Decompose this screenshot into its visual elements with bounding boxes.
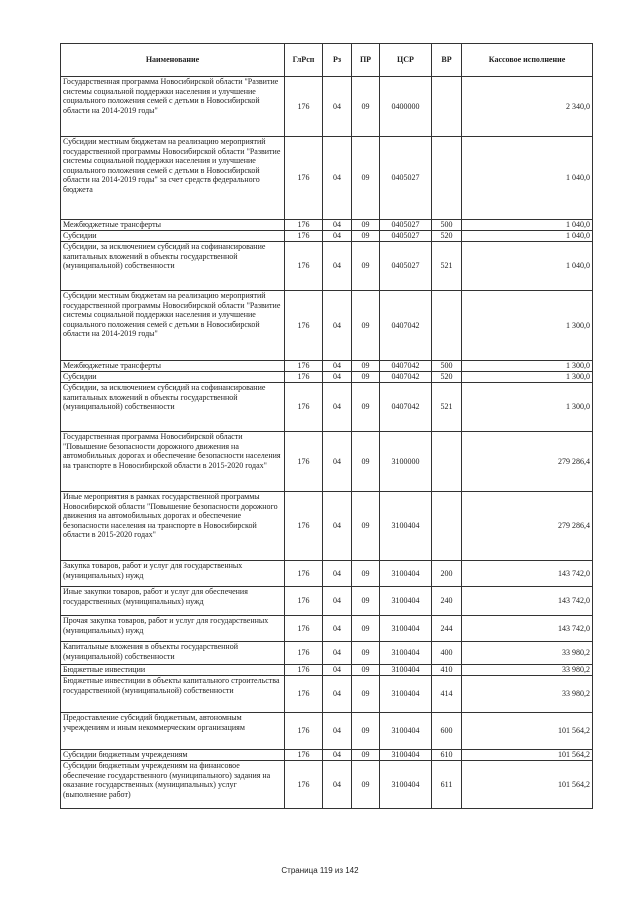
row-pr: 09 [352, 587, 380, 616]
row-vr: 521 [432, 242, 462, 291]
row-rz: 04 [323, 665, 352, 676]
row-pr: 09 [352, 665, 380, 676]
table-row [61, 372, 593, 383]
row-glrsp: 176 [285, 220, 323, 231]
table-row [61, 713, 593, 750]
table-row [61, 561, 593, 587]
row-rz: 04 [323, 372, 352, 383]
row-csr: 3100404 [380, 561, 432, 587]
row-pr: 09 [352, 242, 380, 291]
row-amount: 143 742,0 [462, 561, 593, 587]
table-row [61, 616, 593, 642]
row-pr: 09 [352, 642, 380, 665]
row-amount: 279 286,4 [462, 492, 593, 561]
row-vr: 520 [432, 372, 462, 383]
row-name: Иные мероприятия в рамках государственной программы Новосибирской области "Повышение безопасности дорожного движения на автомобильных дорогах и обеспечение безопасности населения на транспорте в Новосибирской области в 2015-2020 годах" [61, 492, 285, 561]
row-glrsp: 176 [285, 492, 323, 561]
row-amount: 1 040,0 [462, 137, 593, 220]
row-csr: 0405027 [380, 242, 432, 291]
row-glrsp: 176 [285, 361, 323, 372]
row-csr: 3100404 [380, 676, 432, 713]
row-pr: 09 [352, 231, 380, 242]
row-name: Субсидии местным бюджетам на реализацию мероприятий государственной программы Новосибирской области "Развитие системы социальной поддержки населения и улучшение социального положения семей с детьми в Новосибирской области на 2014-2019 годы" [61, 291, 285, 361]
row-glrsp: 176 [285, 561, 323, 587]
row-rz: 04 [323, 642, 352, 665]
row-pr: 09 [352, 676, 380, 713]
row-rz: 04 [323, 361, 352, 372]
row-csr: 0400000 [380, 77, 432, 137]
row-glrsp: 176 [285, 242, 323, 291]
row-rz: 04 [323, 750, 352, 761]
row-name: Иные закупки товаров, работ и услуг для обеспечения государственных (муниципальных) нужд [61, 587, 285, 616]
row-pr: 09 [352, 77, 380, 137]
row-name: Субсидии [61, 231, 285, 242]
row-csr: 3100404 [380, 665, 432, 676]
table-row [61, 642, 593, 665]
header-amount: Кассовое исполнение [462, 44, 593, 77]
row-rz: 04 [323, 432, 352, 492]
row-vr [432, 291, 462, 361]
row-csr: 3100404 [380, 616, 432, 642]
row-amount: 101 564,2 [462, 713, 593, 750]
row-pr: 09 [352, 372, 380, 383]
row-pr: 09 [352, 713, 380, 750]
row-vr [432, 432, 462, 492]
row-name: Государственная программа Новосибирской области "Повышение безопасности дорожного движения на автомобильных дорогах и обеспечение безопасности населения на транспорте в Новосибирской области в 2015-2020 годах" [61, 432, 285, 492]
row-glrsp: 176 [285, 383, 323, 432]
table-row [61, 587, 593, 616]
header-rz: Рз [323, 44, 352, 77]
row-name: Субсидии [61, 372, 285, 383]
row-glrsp: 176 [285, 665, 323, 676]
row-glrsp: 176 [285, 291, 323, 361]
row-csr: 0407042 [380, 361, 432, 372]
row-amount: 33 980,2 [462, 642, 593, 665]
row-vr: 500 [432, 361, 462, 372]
row-csr: 0407042 [380, 383, 432, 432]
row-csr: 3100404 [380, 713, 432, 750]
row-vr: 610 [432, 750, 462, 761]
row-amount: 101 564,2 [462, 761, 593, 809]
table-row [61, 242, 593, 291]
row-rz: 04 [323, 616, 352, 642]
row-csr: 3100404 [380, 761, 432, 809]
row-rz: 04 [323, 761, 352, 809]
row-name: Бюджетные инвестиции в объекты капитального строительства государственной (муниципальной) собственности [61, 676, 285, 713]
row-name: Межбюджетные трансферты [61, 220, 285, 231]
row-glrsp: 176 [285, 587, 323, 616]
row-glrsp: 176 [285, 750, 323, 761]
row-pr: 09 [352, 220, 380, 231]
row-pr: 09 [352, 383, 380, 432]
row-amount: 1 300,0 [462, 291, 593, 361]
row-name: Прочая закупка товаров, работ и услуг для государственных (муниципальных) нужд [61, 616, 285, 642]
row-rz: 04 [323, 587, 352, 616]
row-rz: 04 [323, 77, 352, 137]
row-pr: 09 [352, 761, 380, 809]
row-pr: 09 [352, 492, 380, 561]
table-row [61, 750, 593, 761]
row-pr: 09 [352, 432, 380, 492]
row-csr: 0405027 [380, 231, 432, 242]
row-rz: 04 [323, 676, 352, 713]
row-name: Субсидии бюджетным учреждениям [61, 750, 285, 761]
row-amount: 279 286,4 [462, 432, 593, 492]
row-pr: 09 [352, 750, 380, 761]
row-name: Капитальные вложения в объекты государственной (муниципальной) собственности [61, 642, 285, 665]
row-vr: 520 [432, 231, 462, 242]
header-vr: ВР [432, 44, 462, 77]
page-number: Страница 119 из 142 [281, 866, 359, 875]
row-vr [432, 137, 462, 220]
row-csr: 3100404 [380, 492, 432, 561]
row-glrsp: 176 [285, 372, 323, 383]
table-row [61, 492, 593, 561]
header-pr: ПР [352, 44, 380, 77]
row-glrsp: 176 [285, 676, 323, 713]
row-name: Закупка товаров, работ и услуг для государственных (муниципальных) нужд [61, 561, 285, 587]
row-name: Бюджетные инвестиции [61, 665, 285, 676]
row-pr: 09 [352, 291, 380, 361]
row-pr: 09 [352, 137, 380, 220]
table-row [61, 665, 593, 676]
row-name: Государственная программа Новосибирской области "Развитие системы социальной поддержки населения и улучшение социального положения семей с детьми в Новосибирской области на 2014-2019 годы" [61, 77, 285, 137]
row-csr: 0407042 [380, 372, 432, 383]
row-vr: 500 [432, 220, 462, 231]
row-amount: 1 300,0 [462, 372, 593, 383]
row-name: Субсидии, за исключением субсидий на софинансирование капитальных вложений в объекты государственной (муниципальной) собственности [61, 383, 285, 432]
row-csr: 3100404 [380, 642, 432, 665]
row-rz: 04 [323, 713, 352, 750]
row-amount: 33 980,2 [462, 676, 593, 713]
row-rz: 04 [323, 291, 352, 361]
row-pr: 09 [352, 361, 380, 372]
row-vr: 414 [432, 676, 462, 713]
row-glrsp: 176 [285, 761, 323, 809]
row-glrsp: 176 [285, 432, 323, 492]
row-name: Субсидии бюджетным учреждениям на финансовое обеспечение государственного (муниципального) задания на оказание государственных (муниципальных) услуг (выполнение работ) [61, 761, 285, 809]
row-rz: 04 [323, 242, 352, 291]
row-amount: 1 040,0 [462, 220, 593, 231]
row-vr: 521 [432, 383, 462, 432]
row-csr: 3100404 [380, 750, 432, 761]
row-name: Предоставление субсидий бюджетным, автономным учреждениям и иным некоммерческим организациям [61, 713, 285, 750]
row-rz: 04 [323, 492, 352, 561]
row-csr: 0405027 [380, 220, 432, 231]
row-glrsp: 176 [285, 713, 323, 750]
row-vr: 410 [432, 665, 462, 676]
row-vr: 244 [432, 616, 462, 642]
row-amount: 143 742,0 [462, 587, 593, 616]
row-amount: 101 564,2 [462, 750, 593, 761]
row-glrsp: 176 [285, 616, 323, 642]
row-vr: 600 [432, 713, 462, 750]
header-glrsp: ГлРсп [285, 44, 323, 77]
row-csr: 0407042 [380, 291, 432, 361]
row-name: Субсидии, за исключением субсидий на софинансирование капитальных вложений в объекты государственной (муниципальной) собственности [61, 242, 285, 291]
row-csr: 0405027 [380, 137, 432, 220]
row-vr [432, 77, 462, 137]
header-csr: ЦСР [380, 44, 432, 77]
row-amount: 143 742,0 [462, 616, 593, 642]
row-rz: 04 [323, 561, 352, 587]
row-csr: 3100404 [380, 587, 432, 616]
table-row [61, 137, 593, 220]
row-vr: 200 [432, 561, 462, 587]
row-glrsp: 176 [285, 642, 323, 665]
row-vr: 400 [432, 642, 462, 665]
table-row [61, 231, 593, 242]
header-name: Наименование [61, 44, 285, 77]
row-amount: 33 980,2 [462, 665, 593, 676]
row-pr: 09 [352, 616, 380, 642]
table-row [61, 220, 593, 231]
row-rz: 04 [323, 137, 352, 220]
row-csr: 3100000 [380, 432, 432, 492]
row-name: Субсидии местным бюджетам на реализацию мероприятий государственной программы Новосибирской области "Развитие системы социальной поддержки населения и улучшение социального положения семей с детьми в Новосибирской области на 2014-2019 годы" за счет средств федерального бюджета [61, 137, 285, 220]
table-row [61, 383, 593, 432]
row-rz: 04 [323, 220, 352, 231]
row-amount: 1 300,0 [462, 383, 593, 432]
row-amount: 1 040,0 [462, 231, 593, 242]
row-vr [432, 492, 462, 561]
table-row [61, 77, 593, 137]
row-amount: 1 040,0 [462, 242, 593, 291]
budget-table [60, 43, 593, 809]
row-vr: 611 [432, 761, 462, 809]
table-row [61, 761, 593, 809]
table-header-row [61, 44, 593, 77]
row-amount: 2 340,0 [462, 77, 593, 137]
row-glrsp: 176 [285, 137, 323, 220]
row-pr: 09 [352, 561, 380, 587]
table-row [61, 291, 593, 361]
row-rz: 04 [323, 231, 352, 242]
table-row [61, 676, 593, 713]
row-vr: 240 [432, 587, 462, 616]
row-glrsp: 176 [285, 231, 323, 242]
table-row [61, 432, 593, 492]
row-rz: 04 [323, 383, 352, 432]
row-name: Межбюджетные трансферты [61, 361, 285, 372]
row-glrsp: 176 [285, 77, 323, 137]
row-amount: 1 300,0 [462, 361, 593, 372]
table-row [61, 361, 593, 372]
